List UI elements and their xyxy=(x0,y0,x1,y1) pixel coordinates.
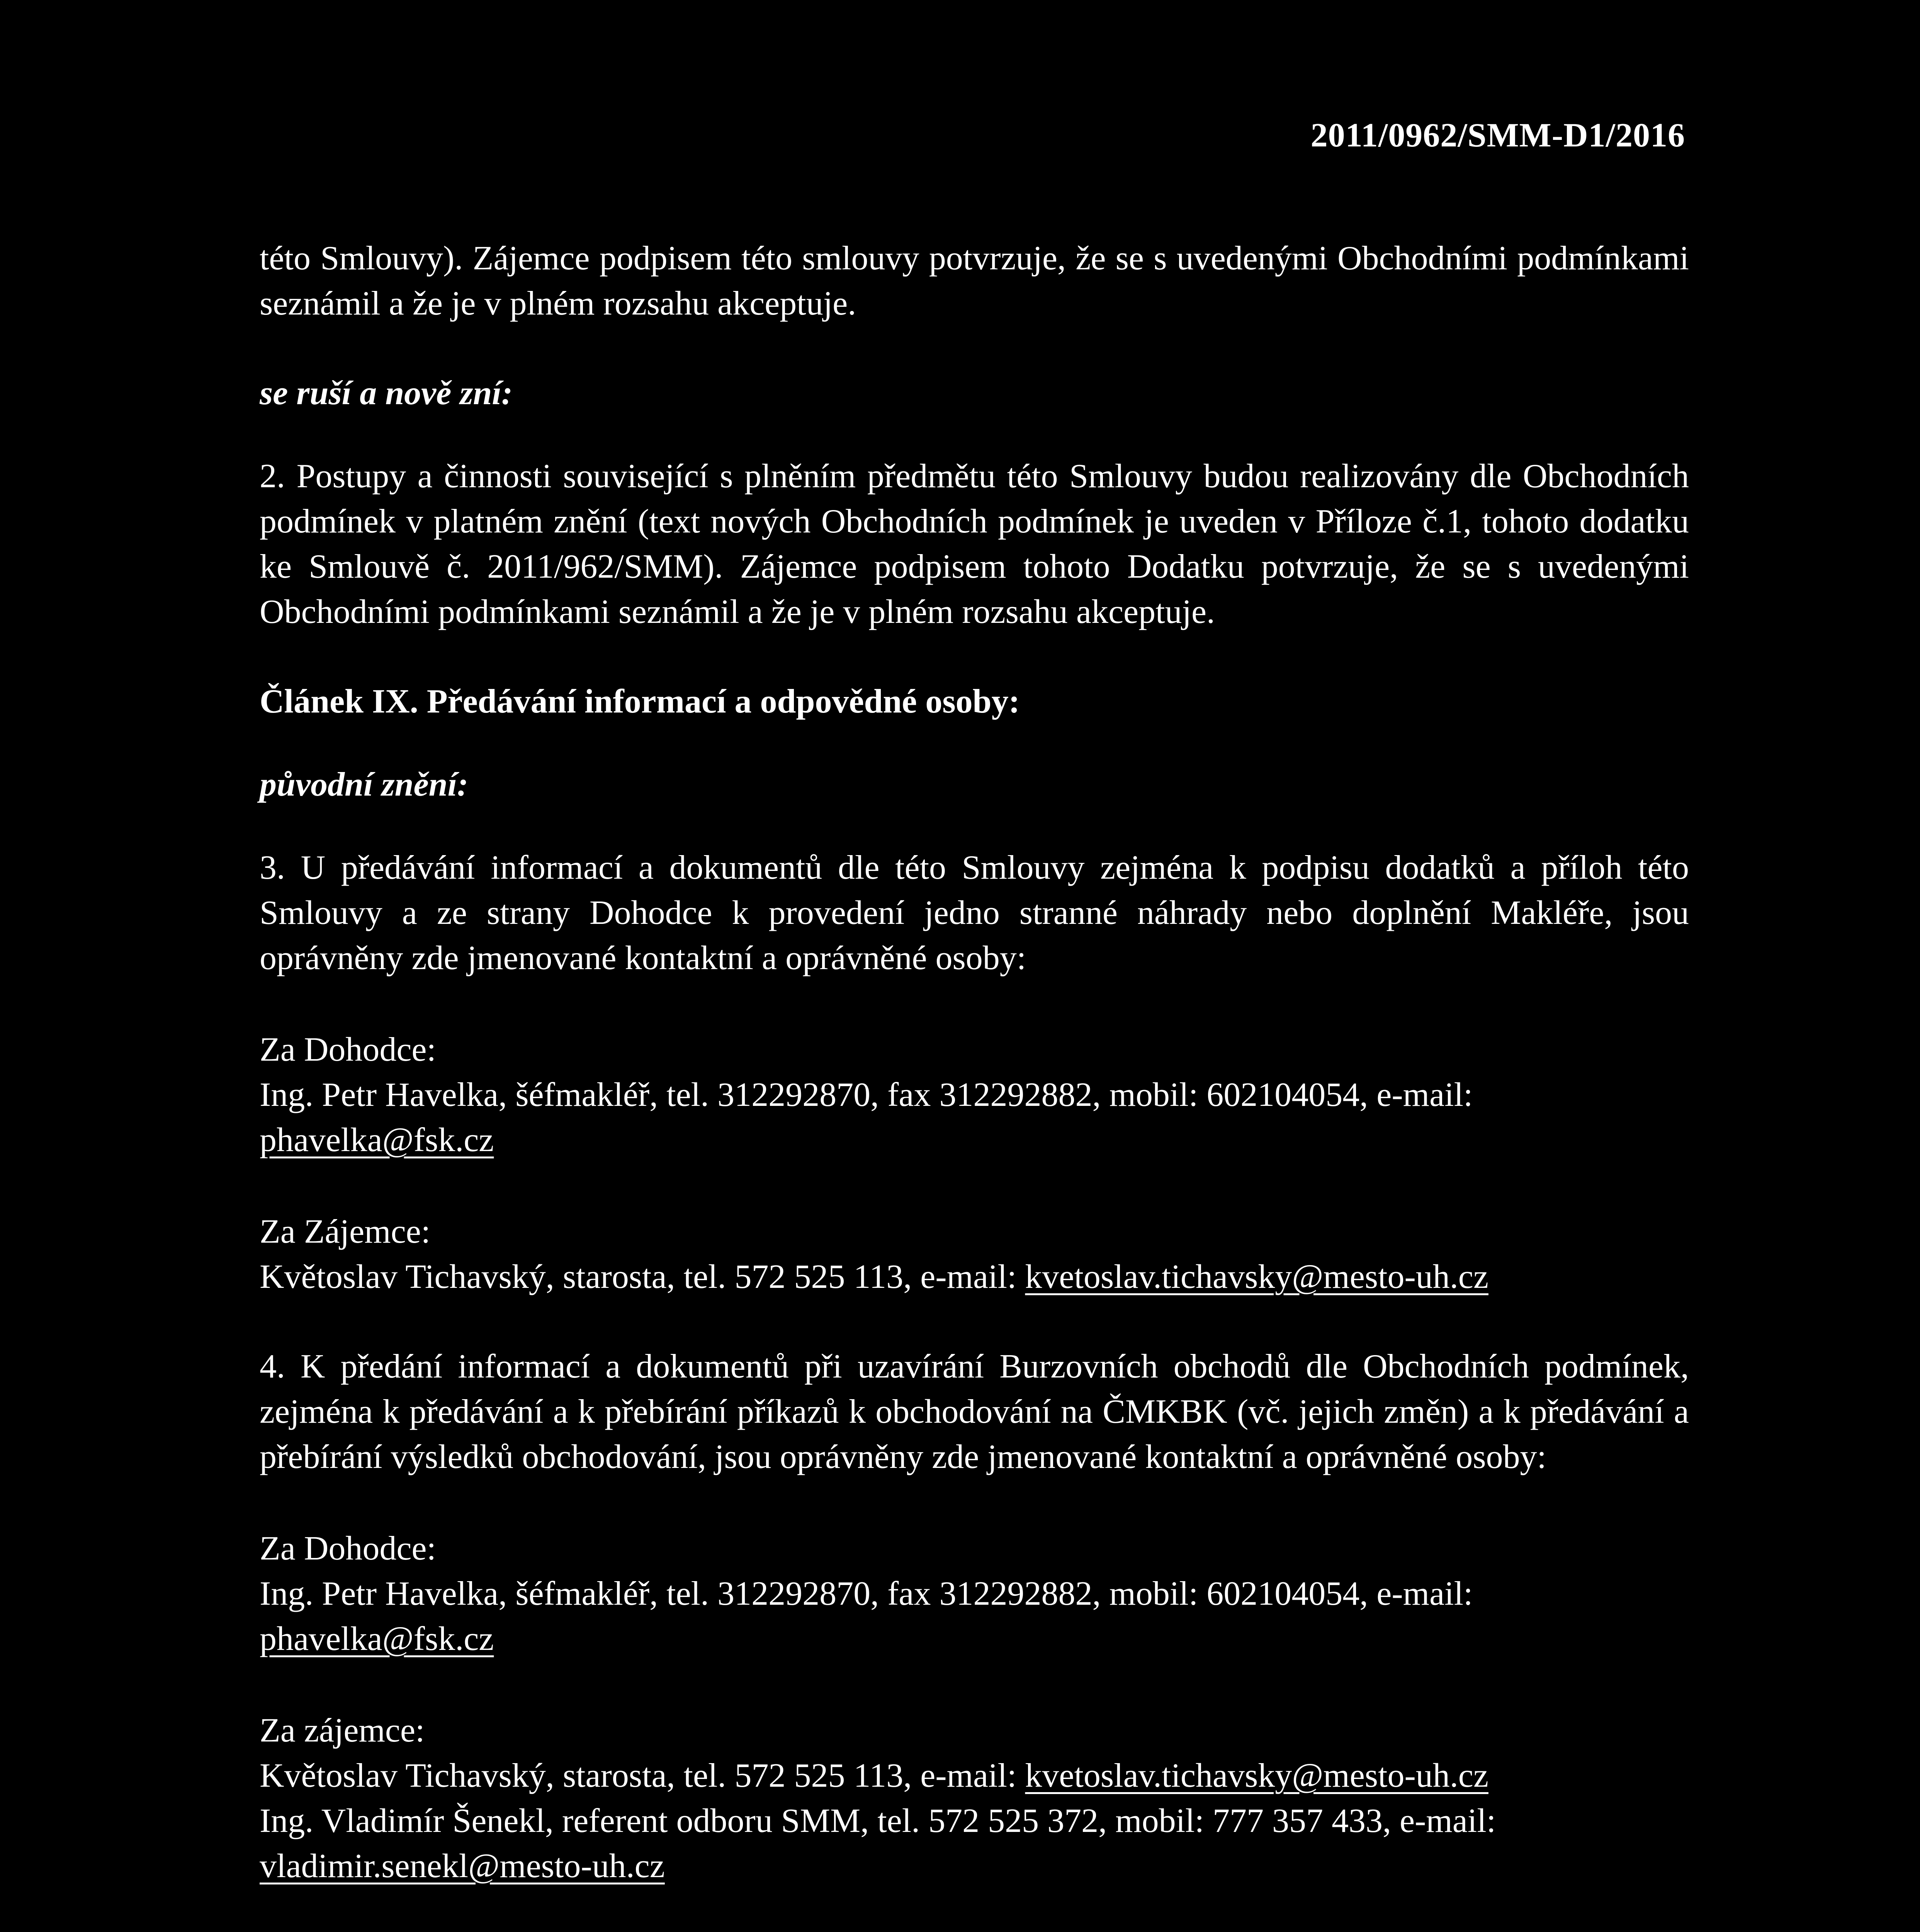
clause-3-original-paragraph: 3. U předávání informací a dokumentů dle této Smlouvy zejména k podpisu dodatků a příloh této Smlouvy a ze strany Dohodce k provedení jedno stranné náhrady nebo doplnění Makléře, jsou oprávněny zde jmenované kontaktní a oprávněné osoby: xyxy=(260,849,1689,977)
senekl-contact-line: Ing. Vladimír Šenekl, referent odboru SMM, tel. 572 525 372, mobil: 777 357 433, e-mail: xyxy=(260,1802,1496,1840)
clause-2-new-paragraph: 2. Postupy a činnosti související s plněním předmětu této Smlouvy budou realizovány dle Obchodních podmínek v platném znění (text nových Obchodních podmínek je uveden v Příloze č.1, tohoto dodatku ke Smlouvě č. 2011/962/SMM). Zájemce podpisem tohoto Dodatku potvrzuje, že se s uvedenými Obchodními podmínkami seznámil a že je v plném rozsahu akceptuje. xyxy=(260,457,1689,631)
contact-block-zajemce-1 xyxy=(260,1209,1689,1299)
tichavsky-contact-text: Květoslav Tichavský, starosta, tel. 572 525 113, e-mail: xyxy=(260,1258,1017,1296)
za-zajemce-label: Za Zájemce: xyxy=(260,1213,431,1250)
havelka-contact-line: Ing. Petr Havelka, šéfmakléř, tel. 312292870, fax 312292882, mobil: 602104054, e-mail: xyxy=(260,1076,1473,1114)
za-zajemce-label-lower: Za zájemce: xyxy=(260,1712,425,1749)
tichavsky-contact-line xyxy=(260,1753,1689,1798)
havelka-email-link[interactable]: phavelka@fsk.cz xyxy=(260,1620,494,1658)
senekl-email-link[interactable]: vladimir.senekl@mesto-uh.cz xyxy=(260,1847,665,1885)
document-reference-number: 2011/0962/SMM-D1/2016 xyxy=(1310,117,1685,154)
tichavsky-contact-text: Květoslav Tichavský, starosta, tel. 572 525 113, e-mail: xyxy=(260,1757,1017,1794)
original-wording-heading: původní znění: xyxy=(260,766,469,803)
clause-4-paragraph: 4. K předání informací a dokumentů při uzavírání Burzovních obchodů dle Obchodních podmínek, zejména k předávání a k přebírání příkazů k obchodování na ČMKBK (vč. jejich změn) a k předávání a přebírání výsledků obchodování, jsou oprávněny zde jmenované kontaktní a oprávněné osoby: xyxy=(260,1348,1689,1476)
contact-block-dohodce-2 xyxy=(260,1526,1689,1662)
contact-block-dohodce-1 xyxy=(260,1027,1689,1163)
za-dohodce-label: Za Dohodce: xyxy=(260,1031,436,1068)
intro-paragraph: této Smlouvy). Zájemce podpisem této smlouvy potvrzuje, že se s uvedenými Obchodními podmínkami seznámil a že je v plném rozsahu akceptuje. xyxy=(260,240,1689,322)
amendment-heading-1: se ruší a nově zní: xyxy=(260,374,513,412)
document-body xyxy=(260,236,1689,1932)
tichavsky-email-link[interactable]: kvetoslav.tichavsky@mesto-uh.cz xyxy=(1025,1757,1488,1794)
tichavsky-contact-line xyxy=(260,1254,1689,1299)
za-dohodce-label: Za Dohodce: xyxy=(260,1530,436,1567)
tichavsky-email-link[interactable]: kvetoslav.tichavsky@mesto-uh.cz xyxy=(1025,1258,1488,1296)
article-ix-heading: Článek IX. Předávání informací a odpovědné osoby: xyxy=(260,683,1020,720)
havelka-email-link[interactable]: phavelka@fsk.cz xyxy=(260,1121,494,1159)
contact-block-zajemce-2 xyxy=(260,1708,1689,1889)
havelka-contact-line: Ing. Petr Havelka, šéfmakléř, tel. 312292870, fax 312292882, mobil: 602104054, e-mail: xyxy=(260,1575,1473,1612)
